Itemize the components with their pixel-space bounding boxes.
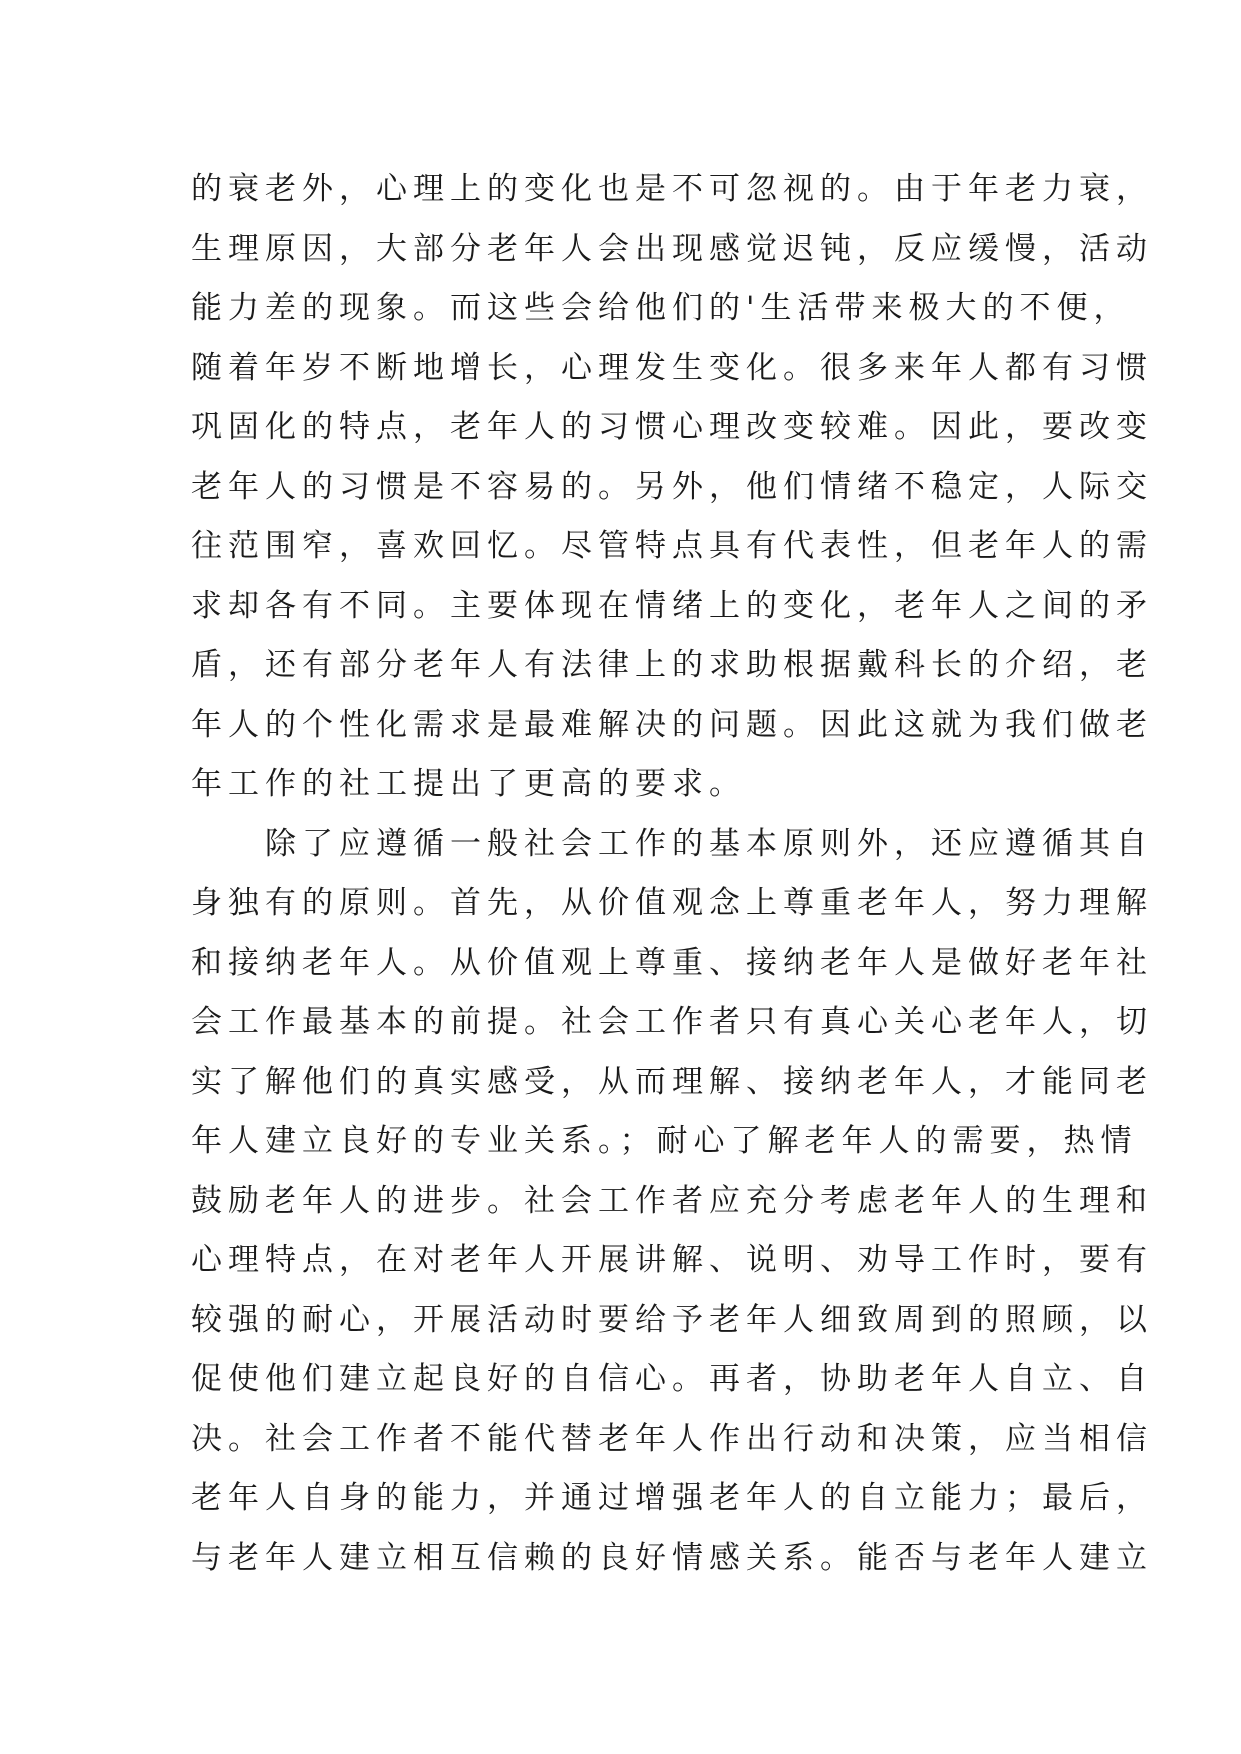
- paragraph-1: [191, 160, 1153, 815]
- text-line: 促使他们建立起良好的自信心。再者，协助老年人自立、自: [191, 1361, 1153, 1397]
- text-line: 心理特点，在对老年人开展讲解、说明、劝导工作时，要有: [191, 1242, 1153, 1278]
- text-line: 的衰老外，心理上的变化也是不可忽视的。由于年老力衰，: [191, 171, 1153, 207]
- text-line: [191, 1588, 1061, 1648]
- text-line: 鼓励老年人的进步。社会工作者应充分考虑老年人的生理和: [191, 1182, 1153, 1219]
- text-line: 生理原因，大部分老年人会出现感觉迟钝，反应缓慢，活动: [191, 230, 1153, 267]
- text-line: 求却各有不同。主要体现在情绪上的变化，老年人之间的矛: [191, 587, 1153, 624]
- text-line: 与老年人建立相互信赖的良好情感关系。能否与老年人建立: [191, 1539, 1153, 1576]
- text-line: 往范围窄，喜欢回忆。尽管特点具有代表性，但老年人的需: [191, 528, 1153, 564]
- body-text: [191, 160, 1153, 1648]
- text-line: 盾，还有部分老年人有法律上的求助根据戴科长的介绍，老: [191, 647, 1153, 683]
- text-line: 除了应遵循一般社会工作的基本原则外，还应遵循其自: [265, 825, 1153, 862]
- text-line: 会工作最基本的前提。社会工作者只有真心关心老年人，切: [191, 1004, 1153, 1040]
- text-line: 年人的个性化需求是最难解决的问题。因此这就为我们做老: [191, 706, 1153, 743]
- text-line: 老年人的习惯是不容易的。另外，他们情绪不稳定，人际交: [191, 468, 1153, 505]
- text-line: 随着年岁不断地增长，心理发生变化。很多来年人都有习惯: [191, 349, 1153, 386]
- text-line: 和接纳老年人。从价值观上尊重、接纳老年人是做好老年社: [191, 944, 1153, 981]
- text-line: 巩固化的特点，老年人的习惯心理改变较难。因此，要改变: [191, 409, 1153, 445]
- text-line: 能力差的现象。而这些会给他们的'生活带来极大的不便，: [191, 290, 1131, 326]
- text-line: 决。社会工作者不能代替老年人作出行动和决策，应当相信: [191, 1420, 1153, 1457]
- text-line: 老年人自身的能力，并通过增强老年人的自立能力；最后，: [191, 1480, 1153, 1516]
- text-line: 年人建立良好的专业关系。；耐心了解老年人的需要，热情: [191, 1123, 1138, 1159]
- text-line: 年工作的社工提出了更高的要求。: [191, 766, 746, 802]
- text-line: 较强的耐心，开展活动时要给予老年人细致周到的照顾，以: [191, 1301, 1153, 1338]
- paragraph-2: [191, 815, 1153, 1648]
- text-line: 实了解他们的真实感受，从而理解、接纳老年人，才能同老: [191, 1063, 1153, 1100]
- text-line: 身独有的原则。首先，从价值观念上尊重老年人，努力理解: [191, 885, 1153, 921]
